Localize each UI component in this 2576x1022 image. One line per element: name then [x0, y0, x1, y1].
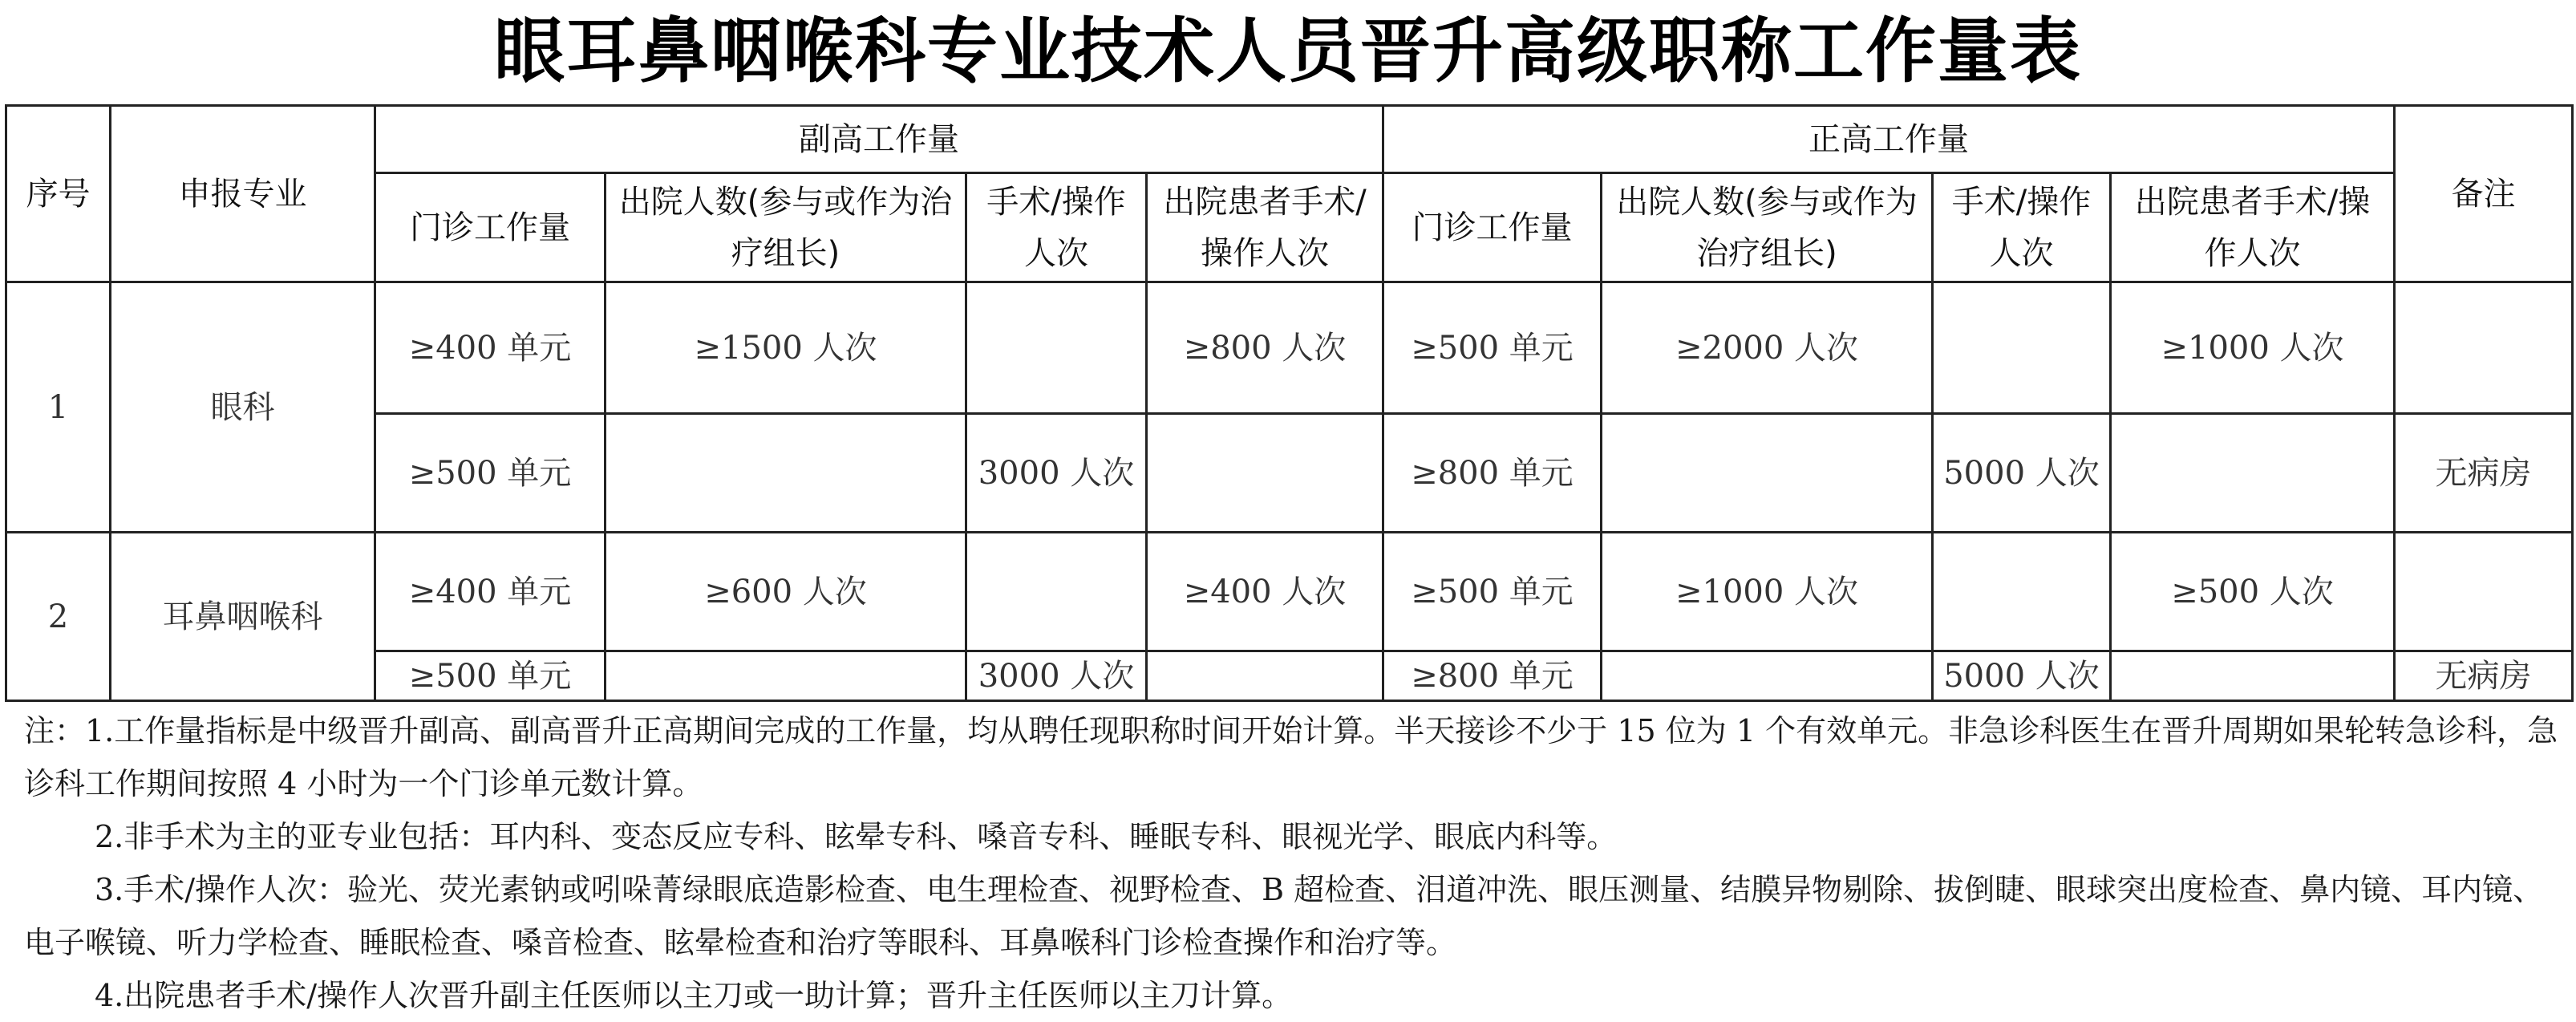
header-deputy-outpatient: 门诊工作量	[375, 173, 606, 282]
cell-senior-surgery: 5000 人次	[1933, 651, 2111, 701]
cell-deputy-discharge: ≥600 人次	[606, 533, 966, 651]
cell-deputy-outpatient: ≥500 单元	[375, 414, 606, 533]
cell-senior-outpatient: ≥500 单元	[1383, 282, 1602, 414]
cell-senior-inpatient-surgery	[2111, 414, 2395, 533]
cell-senior-discharge: ≥1000 人次	[1602, 533, 1933, 651]
header-remarks: 备注	[2395, 106, 2573, 282]
header-senior-group: 正高工作量	[1383, 106, 2395, 173]
cell-senior-inpatient-surgery: ≥1000 人次	[2111, 282, 2395, 414]
note-4: 4.出院患者手术/操作人次晋升副主任医师以主刀或一助计算；晋升主任医师以主刀计算。	[95, 978, 1293, 1013]
table-row	[6, 651, 2573, 701]
header-deputy-inpatient-surgery: 出院患者手术/操作人次	[1147, 173, 1383, 282]
cell-deputy-surgery	[966, 533, 1147, 651]
cell-deputy-discharge	[606, 651, 966, 701]
table-row	[6, 533, 2573, 651]
cell-senior-surgery	[1933, 282, 2111, 414]
cell-senior-discharge	[1602, 651, 1933, 701]
cell-remark	[2395, 533, 2573, 651]
cell-senior-surgery	[1933, 533, 2111, 651]
cell-senior-outpatient: ≥800 单元	[1383, 414, 1602, 533]
cell-senior-surgery: 5000 人次	[1933, 414, 2111, 533]
header-senior-inpatient-surgery: 出院患者手术/操作人次	[2111, 173, 2395, 282]
cell-remark	[2395, 282, 2573, 414]
cell-senior-discharge	[1602, 414, 1933, 533]
cell-remark: 无病房	[2395, 414, 2573, 533]
cell-specialty: 耳鼻咽喉科	[111, 533, 375, 701]
cell-deputy-surgery	[966, 282, 1147, 414]
cell-senior-outpatient: ≥800 单元	[1383, 651, 1602, 701]
cell-senior-discharge: ≥2000 人次	[1602, 282, 1933, 414]
header-senior-outpatient: 门诊工作量	[1383, 173, 1602, 282]
header-deputy-group: 副高工作量	[375, 106, 1383, 173]
note-2: 2.非手术为主的亚专业包括：耳内科、变态反应专科、眩晕专科、嗓音专科、睡眠专科、眼视光学、眼底内科等。	[95, 819, 1618, 854]
workload-table	[5, 104, 2574, 702]
cell-seq: 2	[6, 533, 111, 701]
cell-deputy-surgery: 3000 人次	[966, 651, 1147, 701]
table-row	[6, 282, 2573, 414]
cell-deputy-inpatient-surgery: ≥400 人次	[1147, 533, 1383, 651]
cell-deputy-discharge	[606, 414, 966, 533]
cell-deputy-inpatient-surgery	[1147, 414, 1383, 533]
cell-senior-inpatient-surgery: ≥500 人次	[2111, 533, 2395, 651]
cell-deputy-outpatient: ≥400 单元	[375, 282, 606, 414]
note-3: 3.手术/操作人次：验光、荧光素钠或吲哚菁绿眼底造影检查、电生理检查、视野检查、B 超检查、泪道冲洗、眼压测量、结膜异物剔除、拔倒睫、眼球突出度检查、鼻内镜、耳内镜、电子喉镜、听力学检查、睡眠检查、嗓音检查、眩晕检查和治疗等眼科、耳鼻喉科门诊检查操作和治疗等。	[24, 872, 2544, 960]
cell-remark: 无病房	[2395, 651, 2573, 701]
cell-deputy-outpatient: ≥400 单元	[375, 533, 606, 651]
cell-deputy-discharge: ≥1500 人次	[606, 282, 966, 414]
cell-deputy-outpatient: ≥500 单元	[375, 651, 606, 701]
header-senior-discharge: 出院人数(参与或作为治疗组长)	[1602, 173, 1933, 282]
cell-deputy-inpatient-surgery: ≥800 人次	[1147, 282, 1383, 414]
header-deputy-surgery: 手术/操作人次	[966, 173, 1147, 282]
table-row	[6, 414, 2573, 533]
note-1: 注：1.工作量指标是中级晋升副高、副高晋升正高期间完成的工作量，均从聘任现职称时间开始计算。半天接诊不少于 15 位为 1 个有效单元。非急诊科医生在晋升周期如果轮转急诊科，急诊科工作期间按照 4 小时为一个门诊单元数计算。	[24, 713, 2558, 801]
cell-senior-outpatient: ≥500 单元	[1383, 533, 1602, 651]
cell-specialty: 眼科	[111, 282, 375, 533]
header-seq: 序号	[6, 106, 111, 282]
page-title: 眼耳鼻咽喉科专业技术人员晋升高级职称工作量表	[493, 10, 2082, 92]
cell-deputy-inpatient-surgery	[1147, 651, 1383, 701]
cell-senior-inpatient-surgery	[2111, 651, 2395, 701]
cell-deputy-surgery: 3000 人次	[966, 414, 1147, 533]
header-deputy-discharge: 出院人数(参与或作为治疗组长)	[606, 173, 966, 282]
cell-seq: 1	[6, 282, 111, 533]
header-specialty: 申报专业	[111, 106, 375, 282]
header-senior-surgery: 手术/操作人次	[1933, 173, 2111, 282]
notes-section	[24, 704, 2558, 1014]
